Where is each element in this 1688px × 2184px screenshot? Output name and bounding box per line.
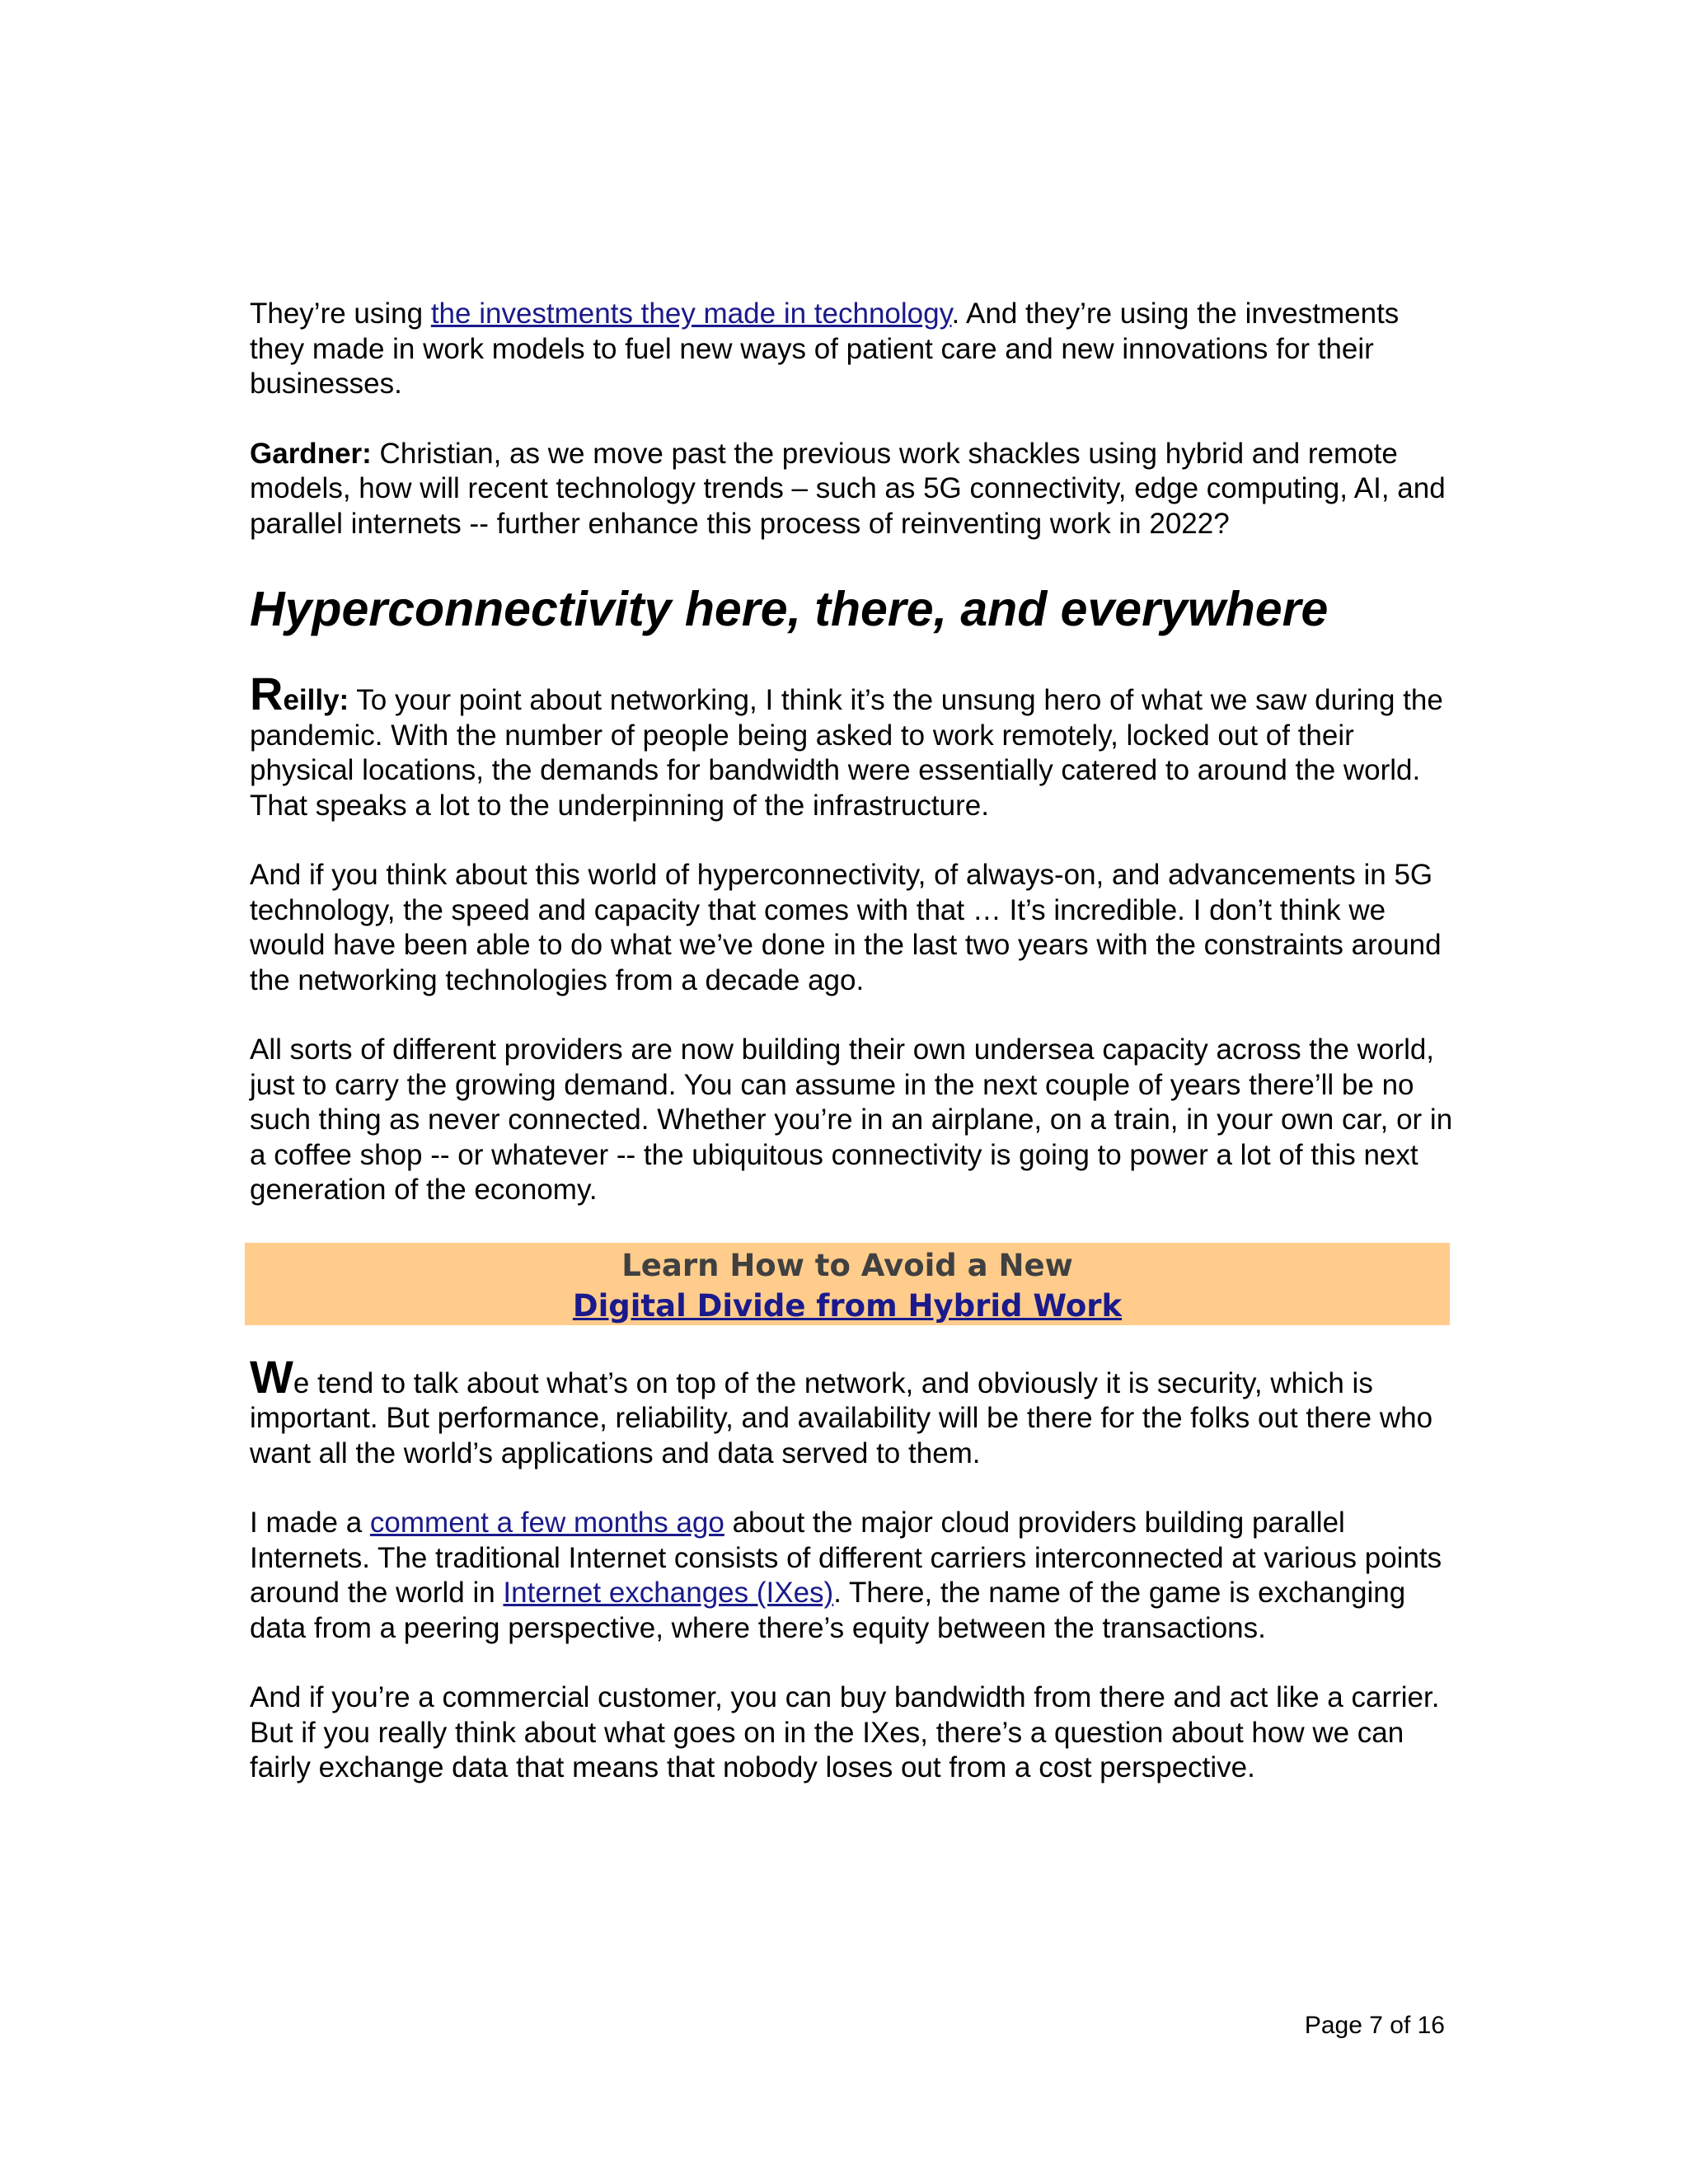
cta-title: Learn How to Avoid a New xyxy=(621,1247,1073,1283)
parallel-internets-text-middle: about the major cloud providers building parallel Internets. The traditional Internet consists of different carriers interconnected at various points around the world in xyxy=(250,1507,1442,1609)
gardner-question-text: Christian, as we move past the previous work shackles using hybrid and remote models, how will recent technology trends – such as 5G connectivity, edge computing, AI, and parallel internets -- further enhance this process of reinventing work in 2022? xyxy=(250,437,1446,540)
paragraph-parallel-internets xyxy=(250,1506,1453,1646)
paragraph-hyperconnectivity: And if you think about this world of hyperconnectivity, of always-on, and advancements in 5G technology, the speed and capacity that comes with that … It’s incredible. I don’t think we would have been able to do what we’ve done in the last two years with the constraints around the networking technologies from a decade ago. xyxy=(250,859,1442,996)
speaker-reilly: eilly: xyxy=(283,684,349,716)
investments-technology-link[interactable]: the investments they made in technology xyxy=(430,298,952,330)
speaker-gardner: Gardner: xyxy=(250,437,372,470)
reilly-answer-text: To your point about networking, I think it’s the unsung hero of what we saw during the pandemic. With the number of people being asked to work remotely, locked out of their physical locations, the demands for bandwidth were essentially catered to around the world. That speaks a lot to the underpinning of the infrastructure. xyxy=(250,684,1443,822)
paragraph-undersea-capacity: All sorts of different providers are now building their own undersea capacity across the world, just to carry the growing demand. You can assume in the next couple of years there’ll be no such thing as never connected. Whether you’re in an airplane, on a train, in your own car, or in a coffee shop -- or whatever -- the ubiquitous connectivity is going to power a lot of this next generation of the economy. xyxy=(250,1033,1453,1206)
paragraph-1-text-end: . And they’re using the investments they made in work models to fuel new ways of patient care and new innovations for their businesses. xyxy=(250,298,1400,400)
network-security-text: e tend to talk about what’s on top of the network, and obviously it is security, which is important. But performance, reliability, and availability will be there for the folks out there who want all the world’s applications and data served to them. xyxy=(250,1366,1433,1469)
paragraph-network-security xyxy=(250,1350,1453,1472)
parallel-internets-text-start: I made a xyxy=(250,1507,370,1539)
cta-banner xyxy=(245,1243,1450,1325)
section-heading: Hyperconnectivity here, there, and everywhere xyxy=(250,582,1329,636)
internet-exchanges-link[interactable]: Internet exchanges (IXes) xyxy=(503,1577,834,1609)
page-number: Page 7 of 16 xyxy=(1304,2012,1445,2039)
paragraph-commercial-customer: And if you’re a commercial customer, you can buy bandwidth from there and act like a carrier. But if you really think about what goes on in the IXes, there’s a question about how we can fairly exchange data that means that nobody loses out from a cost perspective. xyxy=(250,1681,1440,1783)
page-body xyxy=(250,297,1453,1786)
paragraph-gardner-question xyxy=(250,437,1453,542)
paragraph-1 xyxy=(250,297,1453,402)
dropcap-w: W xyxy=(250,1350,293,1403)
paragraph-1-text-start: They’re using xyxy=(250,298,431,330)
paragraph-reilly-answer xyxy=(250,668,1453,823)
dropcap-r: R xyxy=(250,668,284,719)
digital-divide-link[interactable]: Digital Divide from Hybrid Work xyxy=(572,1287,1123,1324)
comment-months-ago-link[interactable]: comment a few months ago xyxy=(369,1507,724,1539)
parallel-internets-text-end: . There, the name of the game is exchanging data from a peering perspective, where there’s equity between the transactions. xyxy=(250,1577,1406,1644)
